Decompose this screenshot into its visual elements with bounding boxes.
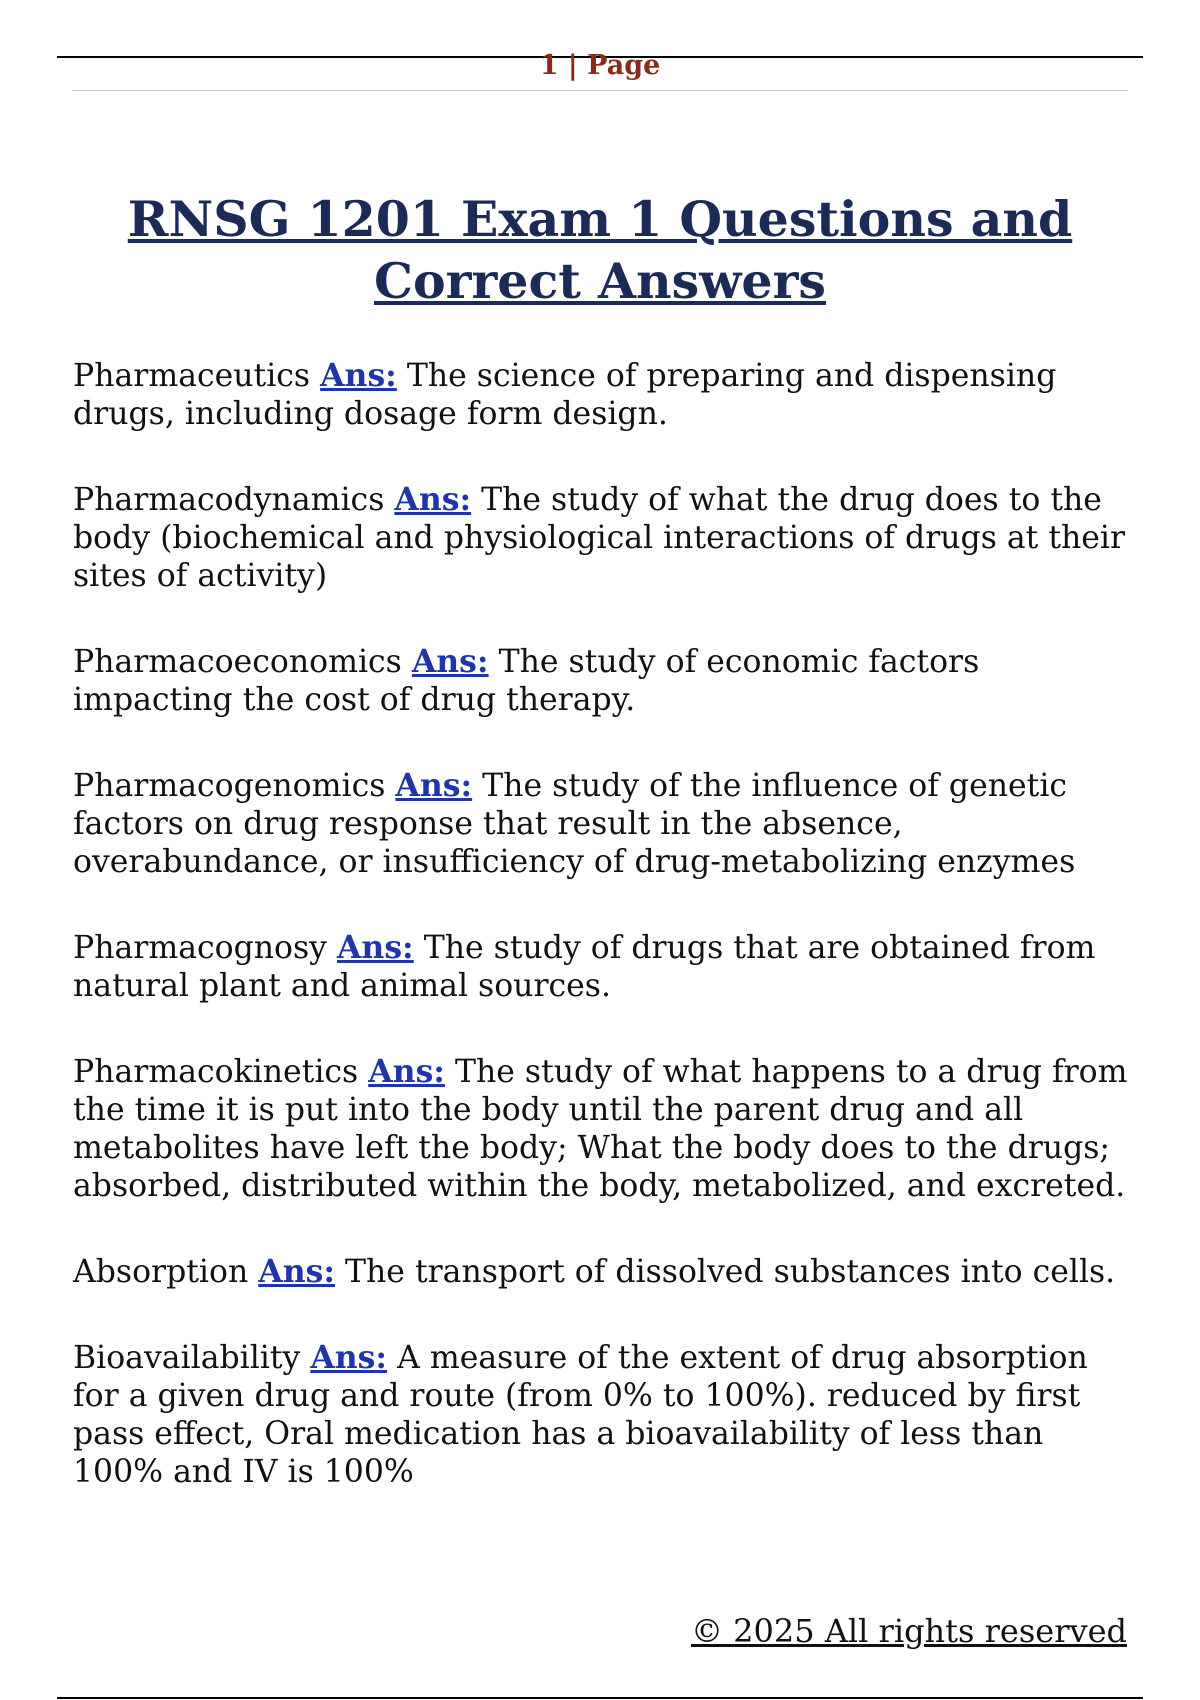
entry-answer: The study of economic factors impacting the cost of drug therapy. [73, 644, 980, 718]
entry-term: Pharmacogenomics [73, 768, 386, 804]
entry-term: Pharmacoeconomics [73, 644, 402, 680]
entry-term: Bioavailability [73, 1340, 301, 1376]
ans-link[interactable]: Ans: [336, 929, 414, 966]
entry-term: Pharmacognosy [73, 930, 327, 966]
entry-term: Pharmaceutics [73, 358, 311, 394]
entry-answer: The transport of dissolved substances into cells. [345, 1254, 1116, 1290]
qa-entry [73, 481, 1133, 595]
copyright-notice: © 2025 All rights reserved [691, 1612, 1127, 1650]
qa-entry [73, 1053, 1133, 1205]
qa-entry [73, 929, 1133, 1005]
page-number: 1 | Page [539, 50, 661, 81]
qa-entry [73, 767, 1133, 881]
entry-term: Pharmacodynamics [73, 482, 385, 518]
footer-rule [57, 1697, 1143, 1699]
qa-entry [73, 1339, 1133, 1491]
entry-answer: The study of what happens to a drug from the time it is put into the body until the parent drug and all metabolites have left the body; What the body does to the drugs; absorbed, distributed within the body, metabolized, and excreted. [73, 1054, 1128, 1204]
document-title: RNSG 1201 Exam 1 Questions and Correct Answers [127, 190, 1073, 310]
ans-link[interactable]: Ans: [411, 643, 489, 680]
entry-term: Pharmacokinetics [73, 1054, 359, 1090]
qa-entry [73, 1253, 1133, 1291]
ans-link[interactable]: Ans: [320, 357, 397, 394]
entry-answer: A measure of the extent of drug absorption for a given drug and route (from 0% to 100%). reduced by first pass effect, Oral medication has a bioavailability of less than 100% and IV is 100% [73, 1340, 1088, 1490]
ans-link[interactable]: Ans: [394, 481, 472, 518]
header-divider [72, 90, 1128, 91]
entry-answer: The study of drugs that are obtained from natural plant and animal sources. [73, 930, 1096, 1004]
entry-answer: The science of preparing and dispensing drugs, including dosage form design. [73, 358, 1057, 432]
ans-link[interactable]: Ans: [368, 1053, 445, 1090]
entry-answer: The study of the influence of genetic factors on drug response that result in the absence, overabundance, or insufficiency of drug-metabolizing enzymes [73, 768, 1076, 880]
qa-list [73, 357, 1133, 1539]
ans-link[interactable]: Ans: [258, 1253, 335, 1290]
entry-answer: The study of what the drug does to the body (biochemical and physiological interactions of drugs at their sites of activity) [73, 482, 1126, 594]
ans-link[interactable]: Ans: [310, 1339, 388, 1376]
qa-entry [73, 357, 1133, 433]
qa-entry [73, 643, 1133, 719]
entry-term: Absorption [73, 1254, 249, 1290]
ans-link[interactable]: Ans: [395, 767, 473, 804]
